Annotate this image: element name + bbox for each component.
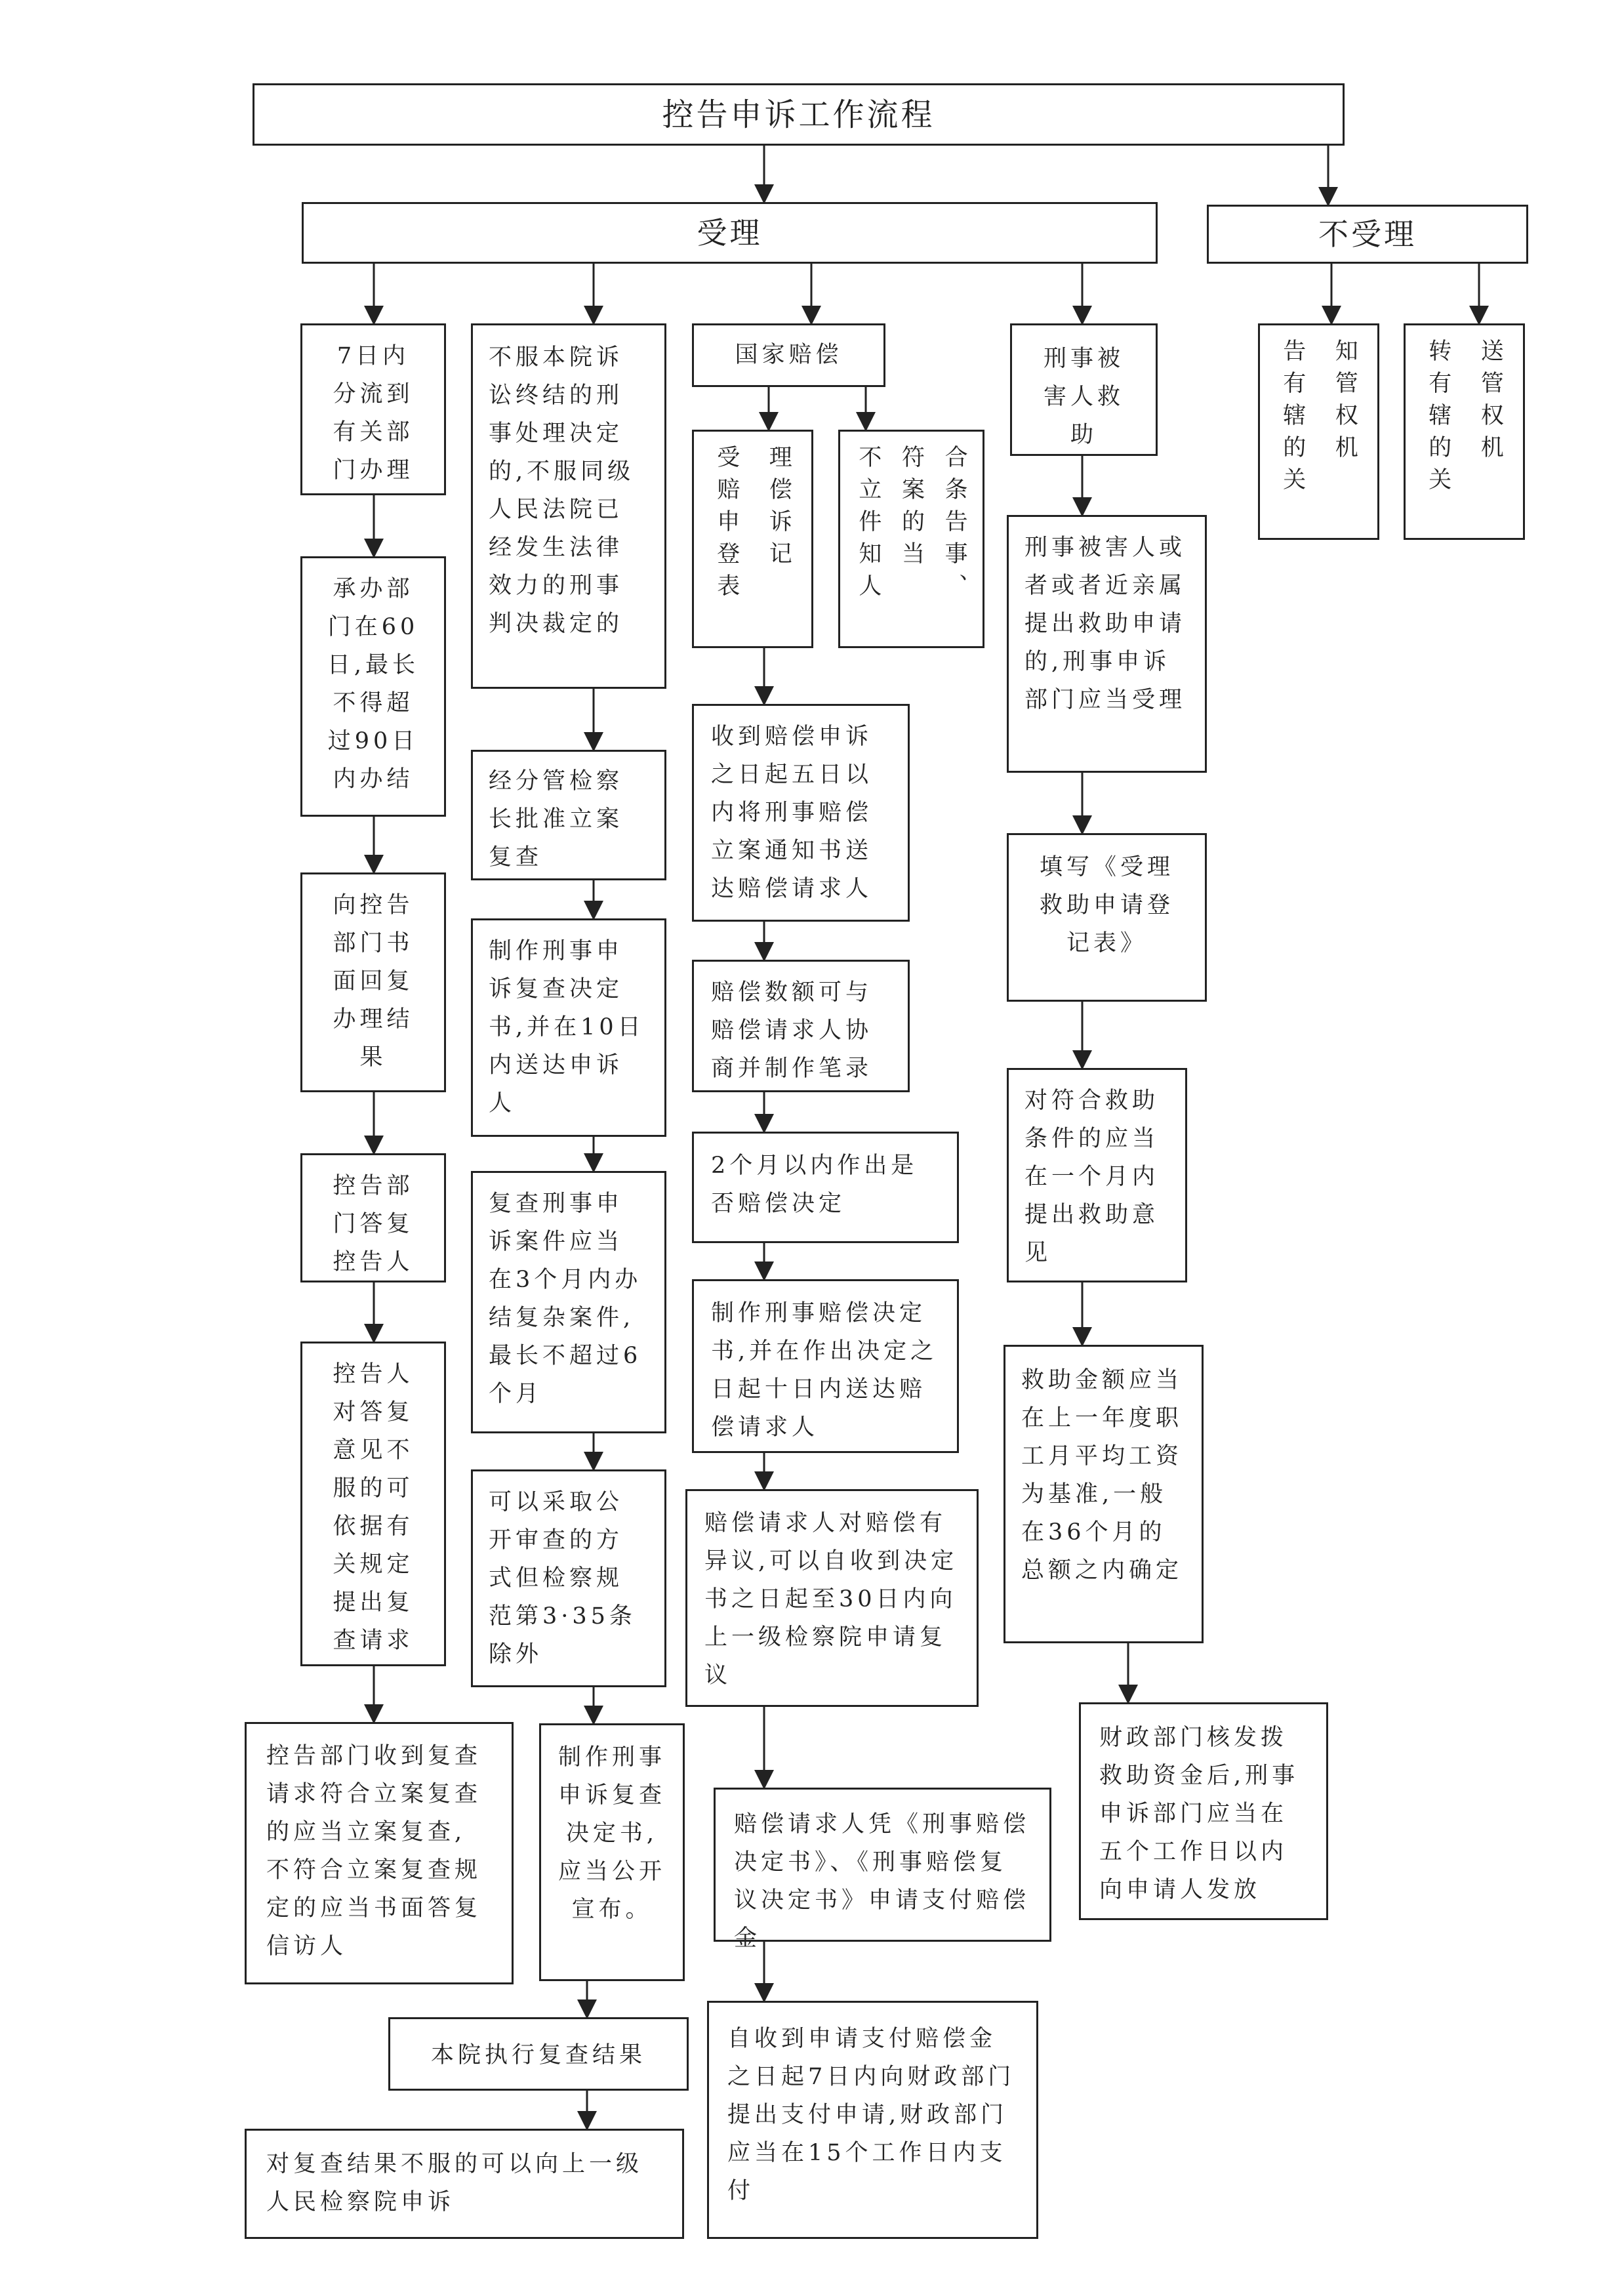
appeal-higher-box: 对复查结果不服的可以向上一级人民检察院申诉: [245, 2129, 684, 2239]
c1-step3: 向控告部门书面回复办理结果: [300, 872, 446, 1092]
c1-step1: 7日内分流到有关部门办理: [300, 323, 446, 495]
reject-box: 不受理: [1207, 205, 1528, 264]
c3-notify-col-1: 不立件知人: [855, 445, 882, 605]
c4-step2: 填写《受理救助申请登记表》: [1007, 833, 1207, 1002]
transfer-col-1: 转有辖的关: [1425, 338, 1451, 499]
c4-step3: 对符合救助条件的应当在一个月内提出救助意见: [1007, 1068, 1187, 1282]
c2-step2: 经分管检察长批准立案复查: [471, 750, 666, 880]
c2-step3: 制作刑事申诉复查决定书,并在10日内送达申诉人: [471, 918, 666, 1137]
c3-step5: 赔偿请求人对赔偿有异议,可以自收到决定书之日起至30日内向上一级检察院申请复议: [685, 1489, 979, 1707]
c2-step5: 可以采取公开审查的方式但检察规范第3·35条除外: [471, 1469, 666, 1687]
c3-notify-branch: [838, 430, 984, 648]
c1-step4: 控告部门答复控告人: [300, 1153, 446, 1282]
c3-step6: 赔偿请求人凭《刑事赔偿决定书》、《刑事赔偿复议决定书》申请支付赔偿金: [714, 1788, 1051, 1942]
accept-box: 受理: [302, 202, 1158, 264]
c3-register-col-2: 理偿诉记: [765, 445, 792, 573]
c2-step4: 复查刑事申诉案件应当在3个月内办结复杂案件,最长不超过6个月: [471, 1171, 666, 1433]
c2-step1: 不服本院诉讼终结的刑事处理决定的,不服同级人民法院已经发生法律效力的刑事判决裁定的: [471, 323, 666, 689]
c1-step6: 控告部门收到复查请求符合立案复查的应当立案复查,不符合立案复查规定的应当书面答复信访人: [245, 1722, 514, 1984]
c3-step1: 收到赔偿申诉之日起五日以内将刑事赔偿立案通知书送达赔偿请求人: [692, 704, 910, 922]
c2-step6: 制作刑事申诉复查决定书,应当公开宣布。: [539, 1723, 685, 1981]
inform-col-1: 告有辖的关: [1279, 338, 1306, 499]
c3-step2: 赔偿数额可与赔偿请求人协商并制作笔录: [692, 960, 910, 1092]
c4-step4: 救助金额应当在上一年度职工月平均工资为基准,一般在36个月的总额之内确定: [1004, 1345, 1204, 1643]
inform-jurisdiction-box: [1258, 323, 1379, 540]
c1-step2: 承办部门在60日,最长不得超过90日内办结: [300, 556, 446, 817]
c3-register-branch: [692, 430, 813, 648]
c4-step5: 财政部门核发拨救助资金后,刑事申诉部门应当在五个工作日以内向申请人发放: [1079, 1702, 1328, 1920]
transfer-jurisdiction-box: [1404, 323, 1525, 540]
transfer-col-2: 送管权机: [1477, 338, 1504, 467]
c3-register-col-1: 受赔申登表: [713, 445, 740, 605]
c4-head: 刑事被害人救助: [1010, 323, 1158, 456]
c3-step4: 制作刑事赔偿决定书,并在作出决定之日起十日内送达赔偿请求人: [692, 1279, 959, 1453]
execute-review-box: 本院执行复查结果: [388, 2017, 689, 2091]
c4-step1: 刑事被害人或者或者近亲属提出救助申请的,刑事申诉部门应当受理: [1007, 515, 1207, 773]
c1-step5: 控告人对答复意见不服的可依据有关规定提出复查请求: [300, 1342, 446, 1666]
c3-step7: 自收到申请支付赔偿金之日起7日内向财政部门提出支付申请,财政部门应当在15个工作日内支付: [707, 2001, 1038, 2239]
c3-notify-col-2: 符案的当: [898, 445, 925, 573]
page-title: 控告申诉工作流程: [253, 83, 1345, 146]
c3-step3: 2个月以内作出是否赔偿决定: [692, 1132, 959, 1243]
c3-notify-col-3: 合条告事、: [941, 445, 968, 605]
inform-col-2: 知管权机: [1331, 338, 1358, 467]
c3-head: 国家赔偿: [692, 323, 885, 387]
